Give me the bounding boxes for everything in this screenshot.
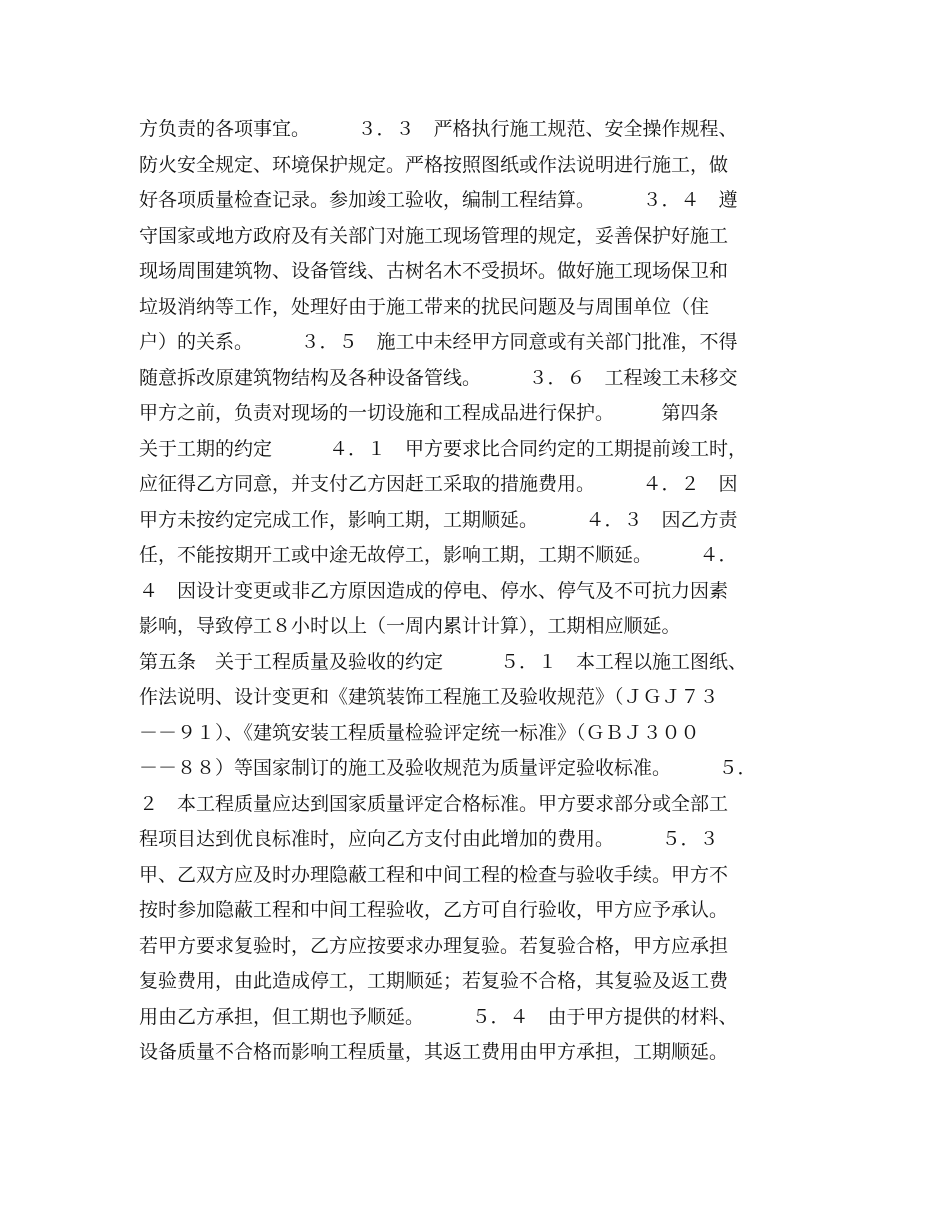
text-line: 用由乙方承担，但工期也予顺延。 ５．４ 由于甲方提供的材料、 <box>139 1005 738 1028</box>
text-line: 随意拆改原建筑物结构及各种设备管线。 ３．６ 工程竣工未移交 <box>139 366 738 389</box>
text-line: ４ 因设计变更或非乙方原因造成的停电、停水、停气及不可抗力因素 <box>139 579 729 602</box>
text-line: 防火安全规定、环境保护规定。严格按照图纸或作法说明进行施工，做 <box>139 153 729 176</box>
text-line: 复验费用，由此造成停工，工期顺延；若复验不合格，其复验及返工费 <box>139 970 729 992</box>
text-line: 户）的关系。 ３．５ 施工中未经甲方同意或有关部门批准，不得 <box>139 331 738 353</box>
text-line: 垃圾消纳等工作，处理好由于施工带来的扰民问题及与周围单位（住 <box>139 295 710 318</box>
text-line: －－９１）、《建筑安装工程质量检验评定统一标准》（ＧＢＪ３００ <box>139 721 700 744</box>
document-body <box>139 112 829 1071</box>
text-line: 第五条 关于工程质量及验收的约定 ５．１ 本工程以施工图纸、 <box>139 650 748 673</box>
text-line: 甲方之前，负责对现场的一切设施和工程成品进行保护。 第四条 <box>139 402 719 424</box>
text-line: 影响，导致停工８小时以上（一周内累计计算），工期相应顺延。 <box>139 615 681 637</box>
text-line: －－８８）等国家制订的施工及验收规范为质量评定验收标准。 ５． <box>139 757 757 779</box>
text-line: ２ 本工程质量应达到国家质量评定合格标准。甲方要求部分或全部工 <box>139 792 729 815</box>
text-line: 好各项质量检查记录。参加竣工验收，编制工程结算。 ３．４ 遵 <box>139 189 738 211</box>
text-line: 方负责的各项事宜。 ３．３ 严格执行施工规范、安全操作规程、 <box>139 118 738 140</box>
text-line: 程项目达到优良标准时，应向乙方支付由此增加的费用。 ５．３ <box>139 828 719 850</box>
text-line: 作法说明、设计变更和《建筑装饰工程施工及验收规范》（ＪＧＪ７３ <box>139 686 719 708</box>
text-line: 甲、乙双方应及时办理隐蔽工程和中间工程的检查与验收手续。甲方不 <box>139 863 729 886</box>
text-line: 现场周围建筑物、设备管线、古树名木不受损坏。做好施工现场保卫和 <box>139 260 729 282</box>
text-line: 若甲方要求复验时，乙方应按要求办理复验。若复验合格，甲方应承担 <box>139 934 729 957</box>
text-line: 守国家或地方政府及有关部门对施工现场管理的规定，妥善保护好施工 <box>139 224 729 247</box>
text-line: 关于工期的约定 ４．１ 甲方要求比合同约定的工期提前竣工时， <box>139 437 748 460</box>
text-line: 设备质量不合格而影响工程质量，其返工费用由甲方承担，工期顺延。 <box>139 1041 729 1063</box>
text-line: 应征得乙方同意，并支付乙方因赶工采取的措施费用。 ４．２ 因 <box>139 473 738 495</box>
text-line: 任，不能按期开工或中途无故停工，影响工期，工期不顺延。 ４． <box>139 544 738 566</box>
text-line: 按时参加隐蔽工程和中间工程验收，乙方可自行验收，甲方应予承认。 <box>139 899 729 921</box>
text-line: 甲方未按约定完成工作，影响工期，工期顺延。 ４．３ 因乙方责 <box>139 508 738 531</box>
